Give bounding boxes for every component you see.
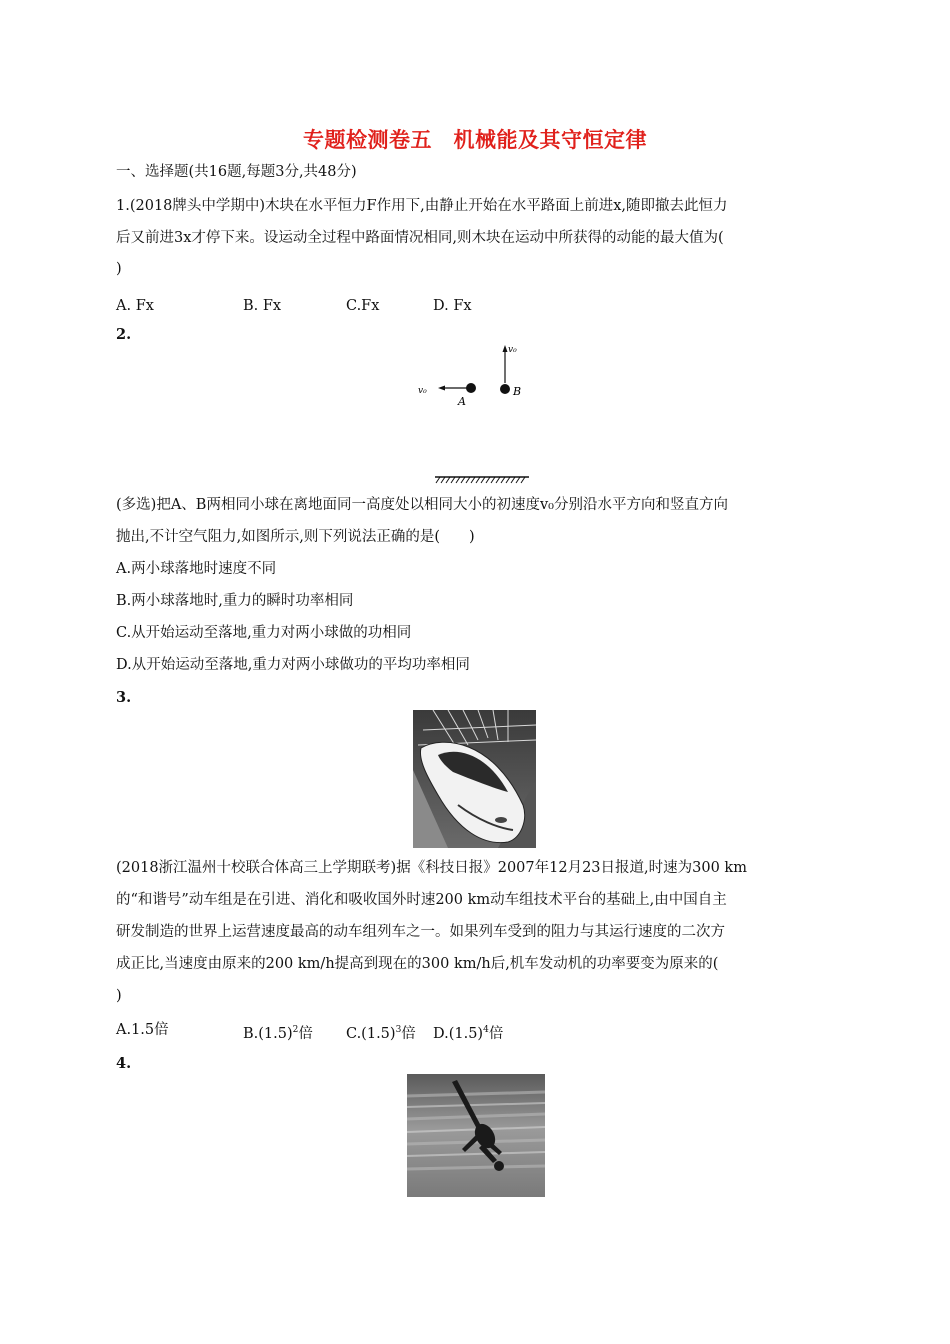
q3-line-2: 的“和谐号”动车组是在引进、消化和吸收国外时速200 km动车组技术平台的基础上,由中国自主 [116, 892, 727, 908]
q1-line-1: 1.(2018牌头中学期中)木块在水平恒力F作用下,由静止开始在水平路面上前进x,随即撤去此恒力 [116, 198, 728, 214]
q3-option-b: $B.(1.5)^2$倍 [243, 1025, 313, 1042]
ball-a [466, 383, 476, 393]
q2-figure-diagram [400, 335, 550, 490]
q3-line-1: (2018浙江温州十校联合体高三上学期联考)据《科技日报》2007年12月23日报道,时速为300 km [116, 860, 747, 876]
figure-label-b: B [513, 385, 522, 398]
diver-photo [407, 1074, 545, 1197]
page-title: 专题检测卷五 机械能及其守恒定律 [303, 128, 647, 152]
q1-option-c: C.Fx [346, 298, 380, 314]
arrowhead-up-icon [503, 345, 508, 352]
q3-number: 3. [116, 689, 132, 706]
q2-option-b: B.两小球落地时,重力的瞬时功率相同 [116, 593, 354, 609]
q3-option-d: $D.(1.5)^4$倍 [433, 1025, 504, 1042]
q2-number: 2. [116, 326, 132, 343]
q3-option-a: A.1.5倍 [116, 1022, 169, 1038]
ball-b [500, 384, 510, 394]
figure-label-v0-left: v₀ [418, 386, 427, 396]
q3-option-c: $C.(1.5)^3$倍 [346, 1025, 416, 1042]
q1-option-d: D. Fx [433, 298, 472, 314]
arrowhead-left-icon [438, 386, 445, 391]
section-heading: 一、选择题(共16题,每题3分,共48分) [116, 164, 357, 180]
q1-option-b: B. Fx [243, 298, 282, 314]
q4-number: 4. [116, 1055, 132, 1072]
q3-line-5: ) [116, 988, 122, 1004]
q1-line-2: 后又前进3x才停下来。设运动全过程中路面情况相同,则木块在运动中所获得的动能的最大值为( [116, 230, 724, 246]
q1-option-a: A. Fx [116, 298, 154, 314]
figure-label-v0-up: v₀ [508, 345, 517, 355]
q2-line-2: 抛出,不计空气阻力,如图所示,则下列说法正确的是( ) [116, 529, 475, 545]
figure-label-a: A [458, 395, 466, 408]
q3-line-3: 研发制造的世界上运营速度最高的动车组列车之一。如果列车受到的阻力与其运行速度的二次方 [116, 924, 725, 940]
q1-line-3: ) [116, 261, 122, 277]
q2-line-1: (多选)把A、B两相同小球在离地面同一高度处以相同大小的初速度v₀分别沿水平方向和竖直方向 [116, 497, 728, 513]
q2-option-a: A.两小球落地时速度不同 [116, 561, 277, 577]
q2-option-c: C.从开始运动至落地,重力对两小球做的功相同 [116, 625, 412, 641]
q2-option-d: D.从开始运动至落地,重力对两小球做功的平均功率相同 [116, 657, 470, 673]
ground-hatching [436, 477, 525, 483]
q3-line-4: 成正比,当速度由原来的200 km/h提高到现在的300 km/h后,机车发动机的功率要变为原来的( [116, 956, 719, 972]
train-photo [413, 710, 536, 848]
